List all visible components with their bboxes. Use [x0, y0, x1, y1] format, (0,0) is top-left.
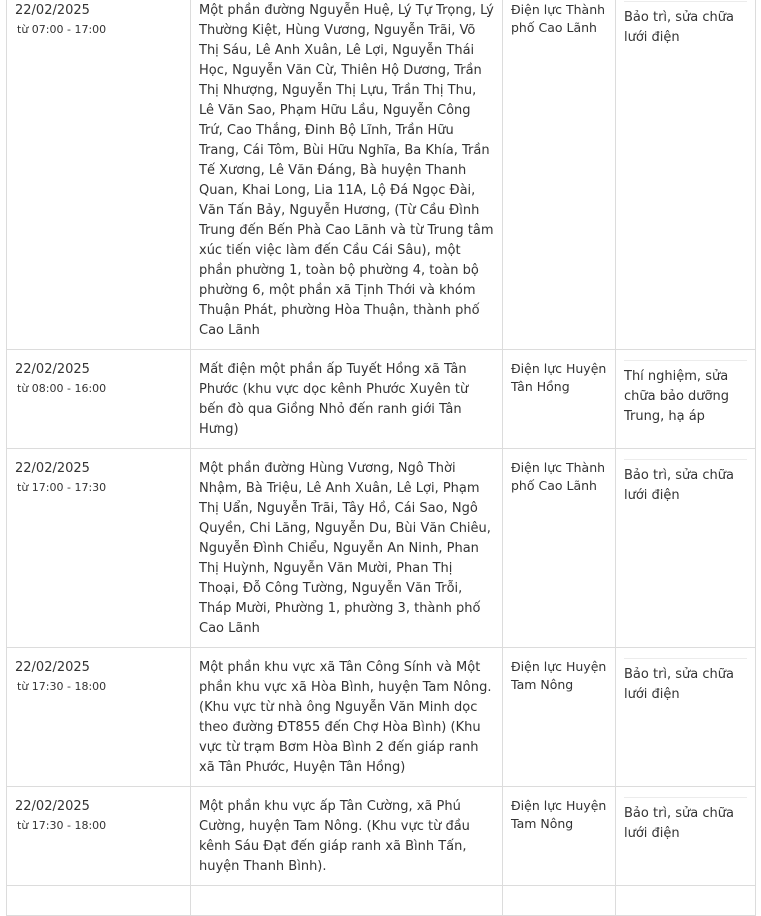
reason-cell: [616, 886, 756, 916]
table-row-partial: [7, 886, 756, 916]
outage-reason: Bảo trì, sửa chữa lưới điện: [624, 806, 734, 841]
reason-divider: [624, 658, 747, 659]
area-cell: [191, 787, 503, 886]
table-row: [7, 787, 756, 886]
table-row: [7, 0, 756, 350]
area-cell: [191, 886, 503, 916]
date-cell: [7, 0, 191, 350]
reason-cell: [616, 648, 756, 787]
outage-schedule-table: [6, 0, 756, 916]
power-unit: Điện lực Huyện Tam Nông: [511, 798, 607, 831]
unit-cell: [503, 350, 616, 449]
outage-area: Một phần đường Hùng Vương, Ngô Thời Nhậm, Bà Triệu, Lê Anh Xuân, Lê Lợi, Phạm Thị Uẩn, Nguyễn Trãi, Tây Hồ, Cái Sao, Ngô Quyền, Chi Lăng, Nguyễn Du, Bùi Văn Chiêu, Nguyễn Đình Chiểu, Nguyễn An Ninh, Phan Thị Huỳnh, Nguyễn Văn Mười, Phan Thị Thoại, Đỗ Công Tường, Nguyễn Văn Trỗi, Tháp Mười, Phường 1, phường 3, thành phố Cao Lãnh: [199, 461, 491, 636]
reason-divider: [624, 797, 747, 798]
area-cell: [191, 350, 503, 449]
outage-time: từ 08:00 - 16:00: [17, 382, 107, 395]
reason-cell: [616, 449, 756, 648]
outage-date: 22/02/2025: [15, 461, 90, 476]
outage-area: Mất điện một phần ấp Tuyết Hồng xã Tân Phước (khu vực dọc kênh Phước Xuyên từ bến đò qua Giồng Nhỏ đến ranh giới Tân Hưng): [199, 362, 469, 437]
area-cell: [191, 648, 503, 787]
outage-reason: Bảo trì, sửa chữa lưới điện: [624, 10, 734, 45]
outage-area: Một phần đường Nguyễn Huệ, Lý Tự Trọng, Lý Thường Kiệt, Hùng Vương, Nguyễn Trãi, Võ Thị Sáu, Lê Anh Xuân, Lê Lợi, Nguyễn Thái Học, Nguyễn Văn Cừ, Thiên Hộ Dương, Trần Thị Nhượng, Nguyễn Thị Lựu, Trần Thị Thu, Lê Văn Sao, Phạm Hữu Lầu, Nguyễn Công Trứ, Cao Thắng, Đinh Bộ Lĩnh, Trần Hữu Trang, Cái Tôm, Bùi Hữu Nghĩa, Ba Khía, Trần Tế Xương, Lê Văn Đáng, Bà huyện Thanh Quan, Khai Long, Lia 11A, Lộ Đá Ngọc Đài, Văn Tấn Bảy, Nguyễn Hương, (Từ Cầu Đình Trung đến Bến Phà Cao Lãnh và từ Trung tâm xúc tiến việc làm đến Cầu Cái Sâu), một phần phường 1, toàn bộ phường 4, toàn bộ phường 6, một phần xã Tịnh Thới và khóm Thuận Phát, phường Hòa Thuận, thành phố Cao Lãnh: [199, 3, 494, 338]
area-cell: [191, 449, 503, 648]
outage-time: từ 17:30 - 18:00: [17, 819, 107, 832]
unit-cell: [503, 0, 616, 350]
reason-divider: [624, 459, 747, 460]
outage-date: 22/02/2025: [15, 799, 90, 814]
outage-reason: Thí nghiệm, sửa chữa bảo dưỡng Trung, hạ áp: [624, 369, 729, 424]
date-cell: [7, 886, 191, 916]
reason-divider: [624, 360, 747, 361]
outage-reason: Bảo trì, sửa chữa lưới điện: [624, 468, 734, 503]
reason-cell: [616, 787, 756, 886]
outage-date: 22/02/2025: [15, 660, 90, 675]
unit-cell: [503, 449, 616, 648]
outage-date: 22/02/2025: [15, 362, 90, 377]
outage-time: từ 07:00 - 17:00: [17, 23, 107, 36]
outage-time: từ 17:00 - 17:30: [17, 481, 107, 494]
power-unit: Điện lực Huyện Tam Nông: [511, 659, 607, 692]
reason-divider: [624, 1, 747, 2]
reason-cell: [616, 0, 756, 350]
date-cell: [7, 350, 191, 449]
outage-time: từ 17:30 - 18:00: [17, 680, 107, 693]
date-cell: [7, 787, 191, 886]
unit-cell: [503, 886, 616, 916]
power-unit: Điện lực Thành phố Cao Lãnh: [511, 2, 606, 35]
power-unit: Điện lực Huyện Tân Hồng: [511, 361, 607, 394]
date-cell: [7, 648, 191, 787]
unit-cell: [503, 648, 616, 787]
outage-date: 22/02/2025: [15, 3, 90, 18]
table-row: [7, 449, 756, 648]
table-row: [7, 350, 756, 449]
unit-cell: [503, 787, 616, 886]
area-cell: [191, 0, 503, 350]
date-cell: [7, 449, 191, 648]
table-row: [7, 648, 756, 787]
outage-reason: Bảo trì, sửa chữa lưới điện: [624, 667, 734, 702]
power-unit: Điện lực Thành phố Cao Lãnh: [511, 460, 606, 493]
outage-area: Một phần khu vực ấp Tân Cường, xã Phú Cường, huyện Tam Nông. (Khu vực từ đầu kênh Sáu Đạt đến giáp ranh xã Bình Tấn, huyện Thanh Bình).: [199, 799, 470, 874]
outage-area: Một phần khu vực xã Tân Công Sính và Một phần khu vực xã Hòa Bình, huyện Tam Nông. (Khu vực từ nhà ông Nguyễn Văn Minh dọc theo đường ĐT855 đến Chợ Hòa Bình) (Khu vực từ trạm Bơm Hòa Bình 2 đến giáp ranh xã Tân Phước, Huyện Tân Hồng): [199, 660, 492, 775]
reason-cell: [616, 350, 756, 449]
